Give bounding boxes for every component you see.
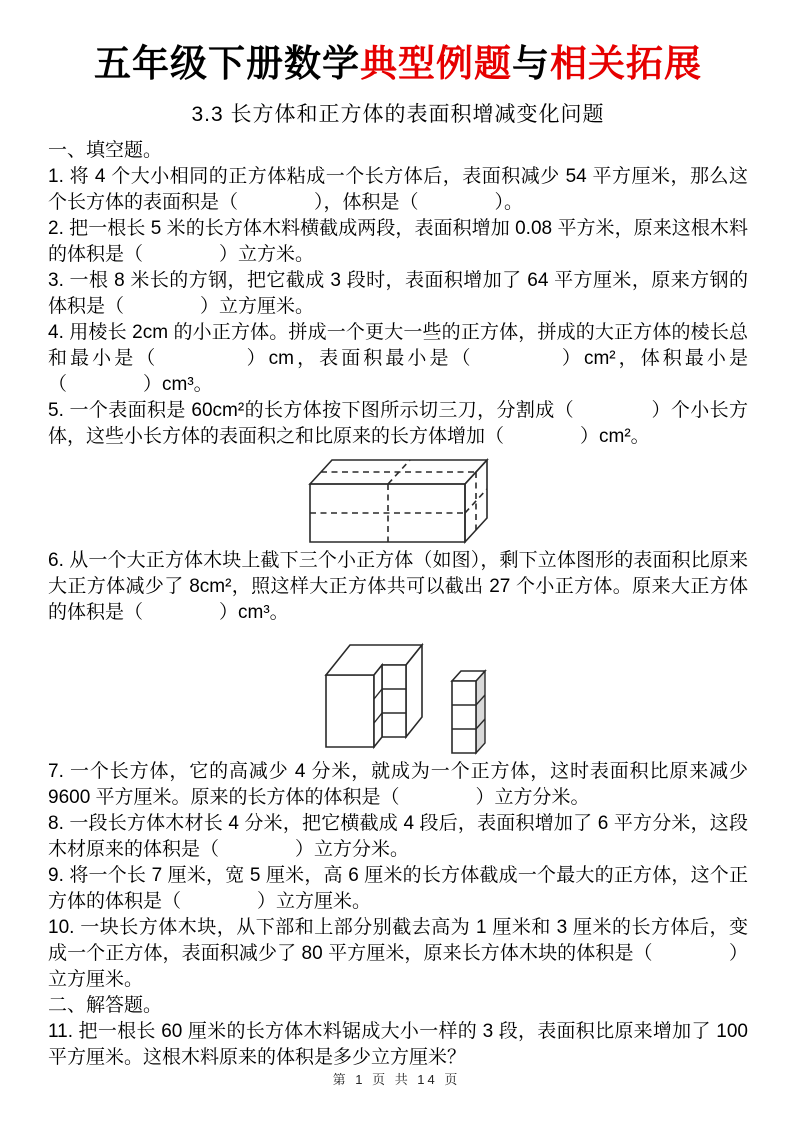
title-text-1: 五年级下册数学	[94, 43, 360, 84]
question-10: 10. 一块长方体木块，从下部和上部分别截去高为 1 厘米和 3 厘米的长方体后，变成一个正方体，表面积减少了 80 平方厘米，原来长方体木块的体积是（ ）立方厘米。	[48, 917, 748, 991]
question-11: 11. 把一根长 60 厘米的长方体木料锯成大小一样的 3 段，表面积比原来增加了 100 平方厘米。这根木料原来的体积是多少立方厘米？	[48, 1021, 748, 1069]
page-footer: 第 1 页 共 14 页	[332, 1072, 461, 1087]
question-5: 5. 一个表面积是 60cm²的长方体按下图所示切三刀，分割成（ ）个小长方体，这些小长方体的表面积之和比原来的长方体增加（ ）cm²。	[48, 400, 748, 448]
question-9: 9. 将一个长 7 厘米，宽 5 厘米，高 6 厘米的长方体截成一个最大的正方体，这个正方体的体积是（ ）立方厘米。	[48, 865, 748, 913]
cuboid-cut-drawing	[300, 454, 500, 546]
question-8: 8. 一段长方体木材长 4 分米，把它横截成 4 段后，表面积增加了 6 平方分米，这段木材原来的体积是（ ）立方分米。	[48, 813, 748, 861]
page-title	[48, 40, 748, 88]
question-3: 3. 一根 8 米长的方钢，把它截成 3 段时，表面积增加了 64 平方厘米，原来方钢的体积是（ ）立方厘米。	[48, 270, 748, 318]
title-highlight-2: 相关拓展	[550, 43, 702, 84]
cube-stack-drawing	[320, 629, 500, 757]
question-4: 4. 用棱长 2cm 的小正方体。拼成一个更大一些的正方体，拼成的大正方体的棱长总和最小是（ ）cm，表面积最小是（ ）cm²，体积最小是（ ）cm³。	[48, 322, 748, 396]
question-2: 2. 把一根长 5 米的长方体木料横截成两段，表面积增加 0.08 平方米，原来这根木料的体积是（ ）立方米。	[48, 218, 748, 266]
heading-answer-questions: 二、解答题。	[48, 995, 163, 1017]
cube-stack-figure	[320, 629, 748, 757]
question-1: 1. 将 4 个大小相同的正方体粘成一个长方体后，表面积减少 54 平方厘米，那么这个长方体的表面积是（ ），体积是（ ）。	[48, 166, 748, 214]
question-6: 6. 从一个大正方体木块上截下三个小正方体（如图），剩下立体图形的表面积比原来大正方体减少了 8cm²，照这样大正方体共可以截出 27 个小正方体。原来大正方体的体积是（ ）cm³。	[48, 550, 748, 624]
heading-fill-in-questions: 一、填空题。	[48, 140, 163, 162]
title-highlight-1: 典型例题	[360, 43, 512, 84]
section-subtitle: 3.3 长方体和正方体的表面积增减变化问题	[191, 103, 605, 127]
question-7: 7. 一个长方体，它的高减少 4 分米，就成为一个正方体，这时表面积比原来减少 9600 平方厘米。原来的长方体的体积是（ ）立方分米。	[48, 761, 748, 809]
cuboid-cut-figure	[300, 454, 748, 546]
title-text-2: 与	[512, 43, 550, 84]
